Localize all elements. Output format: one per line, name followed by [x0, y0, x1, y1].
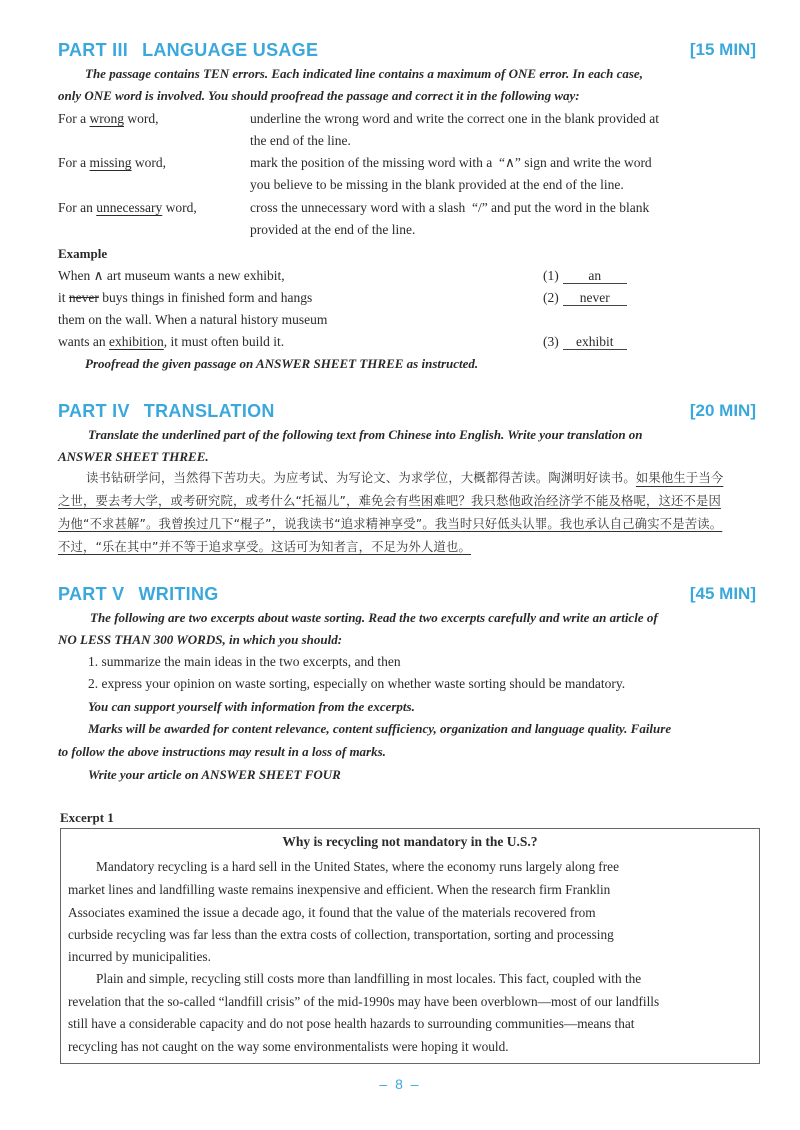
part5-support: You can support yourself with information from the excerpts. — [88, 699, 415, 714]
rule-missing-label: For a missing word, — [58, 155, 167, 170]
example-line-2: it never buys things in finished form and hangs — [58, 290, 313, 305]
rule-wrong-label: For a wrong word, — [58, 111, 159, 126]
part4-heading — [58, 401, 275, 422]
excerpt1-p1-line-4: curbside recycling was far less than the extra costs of collection, transportation, sorting and processing — [68, 927, 614, 942]
answer-blank: an — [563, 268, 627, 284]
underlined-text: 如果他生于当今 — [635, 471, 724, 485]
rule-missing-desc-2: you believe to be missing in the blank provided at the end of the line. — [250, 177, 624, 192]
example-answer-3: (3) exhibit — [543, 331, 627, 353]
part5-marks-2: to follow the above instructions may result in a loss of marks. — [58, 744, 386, 759]
excerpt1-p1-line-5: incurred by municipalities. — [68, 949, 211, 964]
part3-instruction-2: only ONE word is involved. You should proofread the passage and correct it in the following way: — [58, 88, 580, 103]
part3-time: [15 MIN] — [689, 40, 756, 59]
part3-number: PART III — [58, 40, 129, 60]
example-line-1: When ∧ art museum wants a new exhibit, — [58, 268, 285, 283]
excerpt1-p1-line-3: Associates examined the issue a decade ago, it found that the value of the materials recovered from — [68, 905, 596, 920]
part5-instruction-1: The following are two excerpts about waste sorting. Read the two excerpts carefully and write an article of — [90, 610, 658, 625]
excerpt1-p1-line-1: Mandatory recycling is a hard sell in the United States, where the economy runs largely along free — [96, 859, 619, 874]
task-2: 2. express your opinion on waste sorting, especially on whether waste sorting should be mandatory. — [88, 676, 626, 691]
chinese-line-3: 为他“不求甚解”。我曾挨过几下“棍子”，说我读书“追求精神享受”。我当时只好低头认罪。我也承认自己确实不是苦读。 — [58, 517, 723, 531]
part5-marks-1: Marks will be awarded for content relevance, content sufficiency, organization and language quality. Failure — [88, 721, 672, 736]
example-line-4: wants an exhibition, it must often build it. — [58, 334, 285, 349]
rule-wrong-desc-2: the end of the line. — [250, 133, 351, 148]
part5-title: WRITING — [138, 584, 219, 604]
rule-wrong-desc-1: underline the wrong word and write the correct one in the blank provided at — [250, 111, 659, 126]
excerpt1-label: Excerpt 1 — [60, 810, 114, 825]
part4-time: [20 MIN] — [689, 401, 756, 420]
part5-instruction-2: NO LESS THAN 300 WORDS, in which you should: — [58, 632, 343, 647]
chinese-line-2: 之世，要去考大学，或考研究院，或考什么“托福儿”，难免会有些困难吧？我只愁他政治经济学不能及格呢，这还不是因 — [58, 494, 721, 508]
rule-unnecessary-label: For an unnecessary word, — [58, 200, 197, 215]
chinese-line-4: 不过，“乐在其中”并不等于追求享受。这话可为知者言，不足为外人道也。 — [58, 540, 472, 554]
rule-missing-desc-1: mark the position of the missing word with a “∧” sign and write the word — [250, 155, 652, 170]
rule-unnecessary-desc-1: cross the unnecessary word with a slash “/” and put the word in the blank — [250, 200, 650, 215]
part3-title: LANGUAGE USAGE — [142, 40, 319, 60]
caret-mark: ∧ — [93, 268, 104, 283]
part4-instruction-1: Translate the underlined part of the following text from Chinese into English. Write your translation on — [88, 427, 643, 442]
underlined-word: exhibition — [109, 334, 164, 349]
excerpt1-p2-line-1: Plain and simple, recycling still costs more than landfilling in most locales. This fact, coupled with the — [96, 971, 642, 986]
rule-unnecessary-desc-2: provided at the end of the line. — [250, 222, 416, 237]
part5-heading — [58, 584, 219, 605]
answer-blank: exhibit — [563, 334, 627, 350]
excerpt1-title: Why is recycling not mandatory in the U.S.? — [282, 834, 538, 849]
struck-word: never — [68, 290, 99, 305]
task-1: 1. summarize the main ideas in the two excerpts, and then — [88, 654, 401, 669]
rule-term: unnecessary — [96, 200, 163, 215]
answer-blank: never — [563, 290, 627, 306]
page-number: – 8 – — [379, 1076, 421, 1092]
part3-instruction-1: The passage contains TEN errors. Each indicated line contains a maximum of ONE error. In each case, — [85, 66, 643, 81]
example-answer-2: (2) never — [543, 287, 627, 309]
excerpt1-p2-line-3: still have a considerable capacity and do not pose health hazards to surrounding communities—means that — [68, 1016, 635, 1031]
excerpt1-p2-line-4: recycling has not caught on the way some environmentalists were hoping it would. — [68, 1039, 509, 1054]
part5-write: Write your article on ANSWER SHEET FOUR — [88, 767, 341, 782]
part3-heading — [58, 40, 318, 61]
part5-time: [45 MIN] — [689, 584, 756, 603]
part4-instruction-2: ANSWER SHEET THREE. — [58, 449, 209, 464]
part4-number: PART IV — [58, 401, 130, 421]
excerpt1-p2-line-2: revelation that the so-called “landfill crisis” of the mid-1990s may have been overblown—most of our landfills — [68, 994, 660, 1009]
part4-title: TRANSLATION — [143, 401, 275, 421]
example-label: Example — [58, 246, 108, 261]
chinese-line-1: 读书钻研学问，当然得下苦功夫。为应考试、为写论文、为求学位，大概都得苦读。陶渊明好读书。如果他生于当今 — [86, 471, 724, 485]
example-line-3: them on the wall. When a natural history museum — [58, 312, 328, 327]
part5-number: PART V — [58, 584, 125, 604]
example-answer-1: (1) an — [543, 265, 627, 287]
rule-term: wrong — [89, 111, 124, 126]
excerpt1-p1-line-2: market lines and landfilling waste remains inexpensive and efficient. When the research firm Franklin — [68, 882, 611, 897]
rule-term: missing — [89, 155, 132, 170]
part3-closing: Proofread the given passage on ANSWER SHEET THREE as instructed. — [85, 356, 479, 371]
